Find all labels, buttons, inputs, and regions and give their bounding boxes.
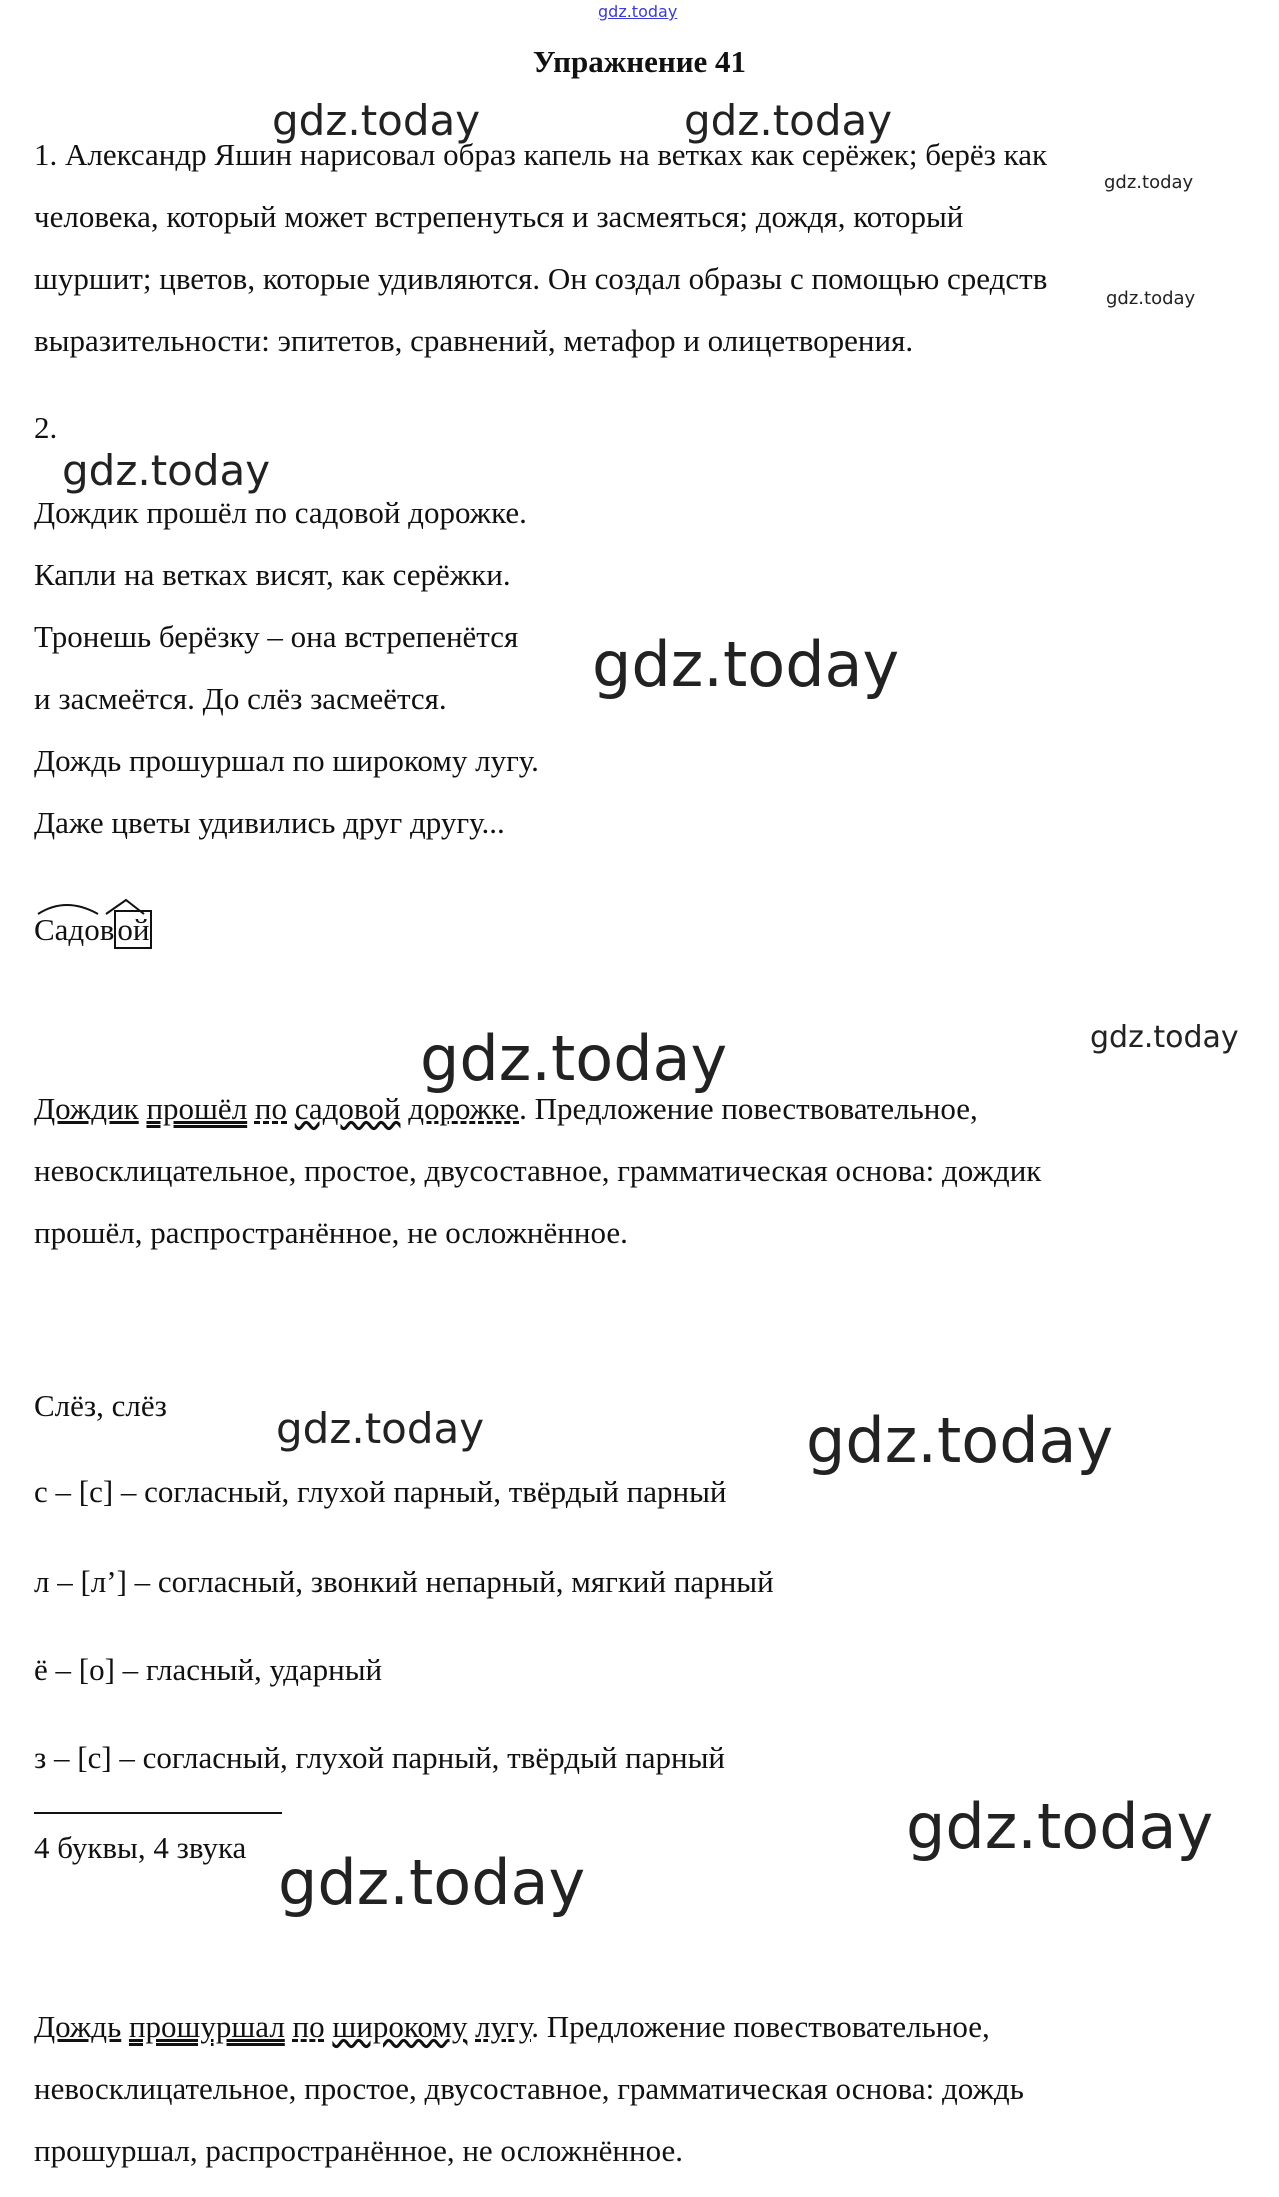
predicate: прошуршал [128,2009,285,2044]
morph-suffix: ов [84,912,115,947]
morph-marks [34,896,174,916]
watermark: gdz.today [272,96,481,145]
watermark: gdz.today [906,1790,1214,1863]
suffix-mark [106,900,144,914]
poem-line: и засмеётся. До слёз засмеётся. [34,681,447,716]
morph-parse [34,912,152,948]
analysis2 [34,1996,1234,2182]
analysis1-line1: Дождик прошёл по садовой дорожке. Предложение повествовательное, [34,1091,978,1126]
text-line: шуршит; цветов, которые удивляются. Он создал образы с помощью средств [34,261,1048,296]
watermark-top: gdz.today [598,2,678,21]
preposition: по [292,2009,325,2044]
phonetic-row: с – [с] – согласный, глухой парный, твёрдый парный [34,1474,727,1509]
part1-paragraph [34,124,1234,372]
preposition: по [254,1091,288,1126]
poem-line: Даже цветы удивились друг другу... [34,805,505,840]
phonetic-row: л – [л’] – согласный, звонкий непарный, мягкий парный [34,1564,774,1599]
phonetic-summary: 4 буквы, 4 звука [34,1830,247,1865]
watermark: gdz.today [684,96,893,145]
phonetic-row: з – [с] – согласный, глухой парный, твёрдый парный [34,1740,726,1775]
watermark: gdz.today [1090,1020,1239,1055]
text-line: человека, который может встрепенуться и засмеяться; дождя, который [34,199,964,234]
analysis1 [34,1078,1234,1264]
watermark: gdz.today [1106,288,1196,309]
root-arc [38,905,98,914]
watermark: gdz.today [276,1404,485,1453]
watermark: gdz.today [420,1022,728,1095]
subject: Дождь [34,2009,122,2044]
part2-number: 2. [34,410,58,445]
poem-line: Капли на ветках висят, как серёжки. [34,557,511,592]
text-line: 1. Александр Яшин нарисовал образ капель на ветках как серёжек; берёз как [34,137,1048,172]
analysis1-line2: невосклицательное, простое, двусоставное, грамматическая основа: дождик [34,1153,1042,1188]
attribute: садовой [294,1091,401,1126]
watermark: gdz.today [278,1846,586,1919]
poem-line: Тронешь берёзку – она встрепенётся [34,619,519,654]
analysis1-line3: прошёл, распространённое, не осложнённое. [34,1215,628,1250]
watermark: gdz.today [592,628,900,701]
divider [34,1812,282,1814]
page-title: Упражнение 41 [532,44,747,79]
text-line: выразительности: эпитетов, сравнений, метафор и олицетворения. [34,323,914,358]
watermark: gdz.today [1104,172,1194,193]
morph-ending: ой [114,910,152,949]
predicate: прошёл [146,1091,248,1126]
subject: Дождик [34,1091,139,1126]
morph-root: Сад [34,912,85,947]
analysis2-line3: прошуршал, распространённое, не осложнённое. [34,2133,683,2168]
attribute: широкому [332,2009,468,2044]
phonetic-row: ё – [о] – гласный, ударный [34,1652,383,1687]
analysis2-line1: Дождь прошуршал по широкому лугу. Предложение повествовательное, [34,2009,990,2044]
object: дорожке [408,1091,520,1126]
object: лугу [475,2009,532,2044]
analysis2-line2: невосклицательное, простое, двусоставное, грамматическая основа: дождь [34,2071,1024,2106]
poem-line: Дождь прошуршал по широкому лугу. [34,743,539,778]
poem-line: Дождик прошёл по садовой дорожке. [34,495,527,530]
watermark: gdz.today [62,446,271,495]
phonetic-header: Слёз, слёз [34,1388,167,1423]
watermark: gdz.today [806,1404,1114,1477]
poem [34,482,1234,854]
